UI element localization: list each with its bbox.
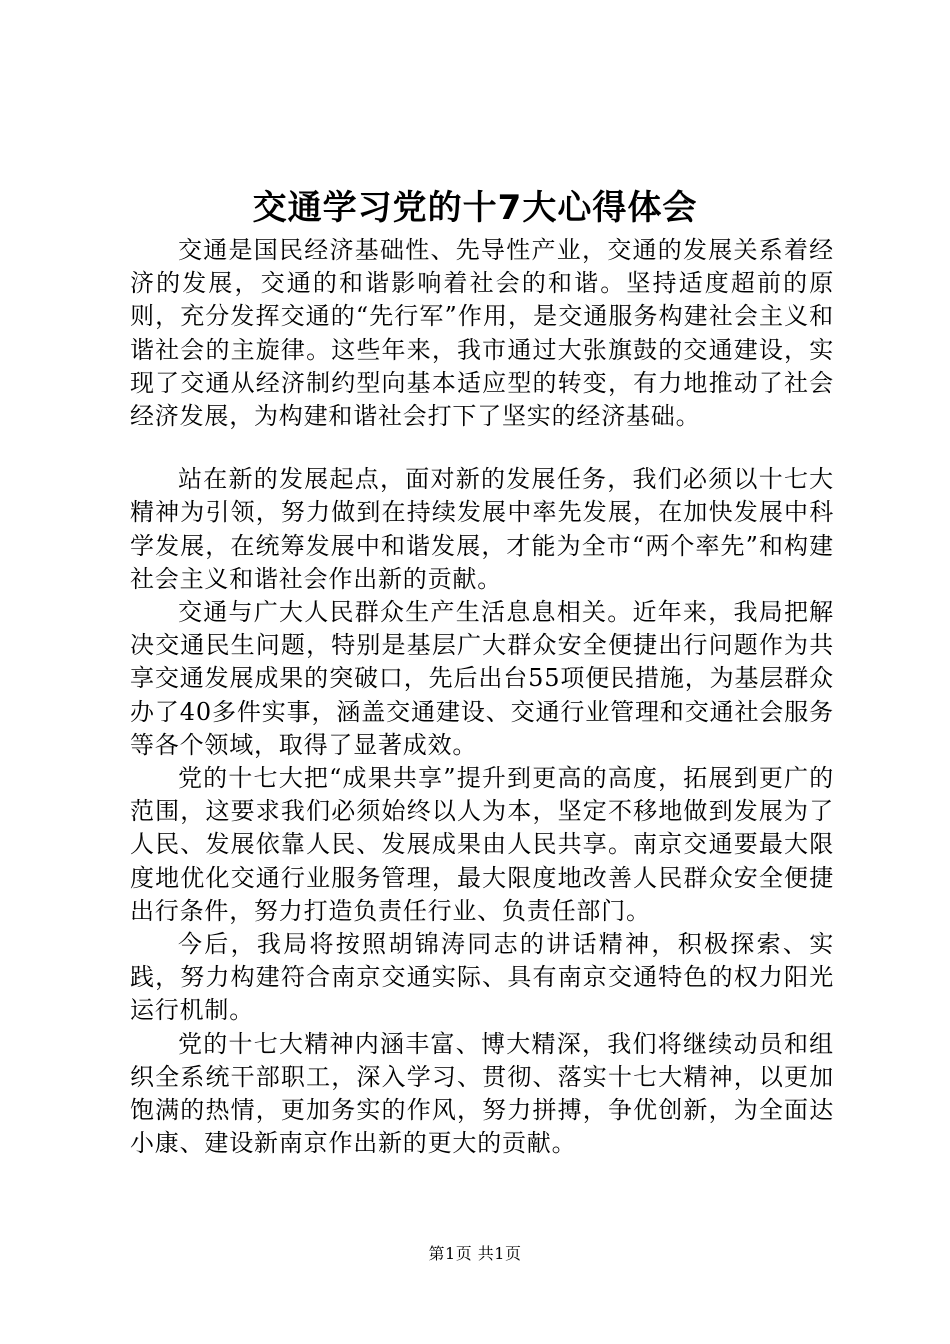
paragraph-spacer <box>130 433 834 463</box>
document-body <box>130 234 834 1160</box>
page-footer: 第1页 共1页 <box>428 1244 522 1263</box>
paragraph-2: 站在新的发展起点，面对新的发展任务，我们必须以十七大精神为引领，努力做到在持续发展中率先发展，在加快发展中科学发展，在统筹发展中和谐发展，才能为全市“两个率先”和构建社会主义和谐社会作出新的贡献。 <box>130 465 834 593</box>
paragraph-1: 交通是国民经济基础性、先导性产业，交通的发展关系着经济的发展，交通的和谐影响着社会的和谐。坚持适度超前的原则，充分发挥交通的“先行军”作用，是交通服务构建社会主义和谐社会的主旋律。这些年来，我市通过大张旗鼓的交通建设，实现了交通从经济制约型向基本适应型的转变，有力地推动了社会经济发展，为构建和谐社会打下了坚实的经济基础。 <box>130 236 834 431</box>
paragraph-6: 党的十七大精神内涵丰富、博大精深，我们将继续动员和组织全系统干部职工，深入学习、贯彻、落实十七大精神，以更加饱满的热情，更加务实的作风，努力拼搏，争优创新，为全面达小康、建设新南京作出新的更大的贡献。 <box>130 1029 834 1158</box>
document-title: 交通学习党的十7大心得体会 <box>252 188 698 228</box>
paragraph-3: 交通与广大人民群众生产生活息息相关。近年来，我局把解决交通民生问题，特别是基层广大群众安全便捷出行问题作为共享交通发展成果的突破口，先后出台55项便民措施，为基层群众办了40多件实事，涵盖交通建设、交通行业管理和交通社会服务等各个领域，取得了显著成效。 <box>130 598 834 759</box>
paragraph-4: 党的十七大把“成果共享”提升到更高的高度，拓展到更广的范围，这要求我们必须始终以人为本，坚定不移地做到发展为了人民、发展依靠人民、发展成果由人民共享。南京交通要最大限度地优化交通行业服务管理，最大限度地改善人民群众安全便捷出行条件，努力打造负责任行业、负责任部门。 <box>130 764 834 925</box>
paragraph-5: 今后，我局将按照胡锦涛同志的讲话精神，积极探索、实践，努力构建符合南京交通实际、具有南京交通特色的权力阳光运行机制。 <box>130 930 834 1025</box>
